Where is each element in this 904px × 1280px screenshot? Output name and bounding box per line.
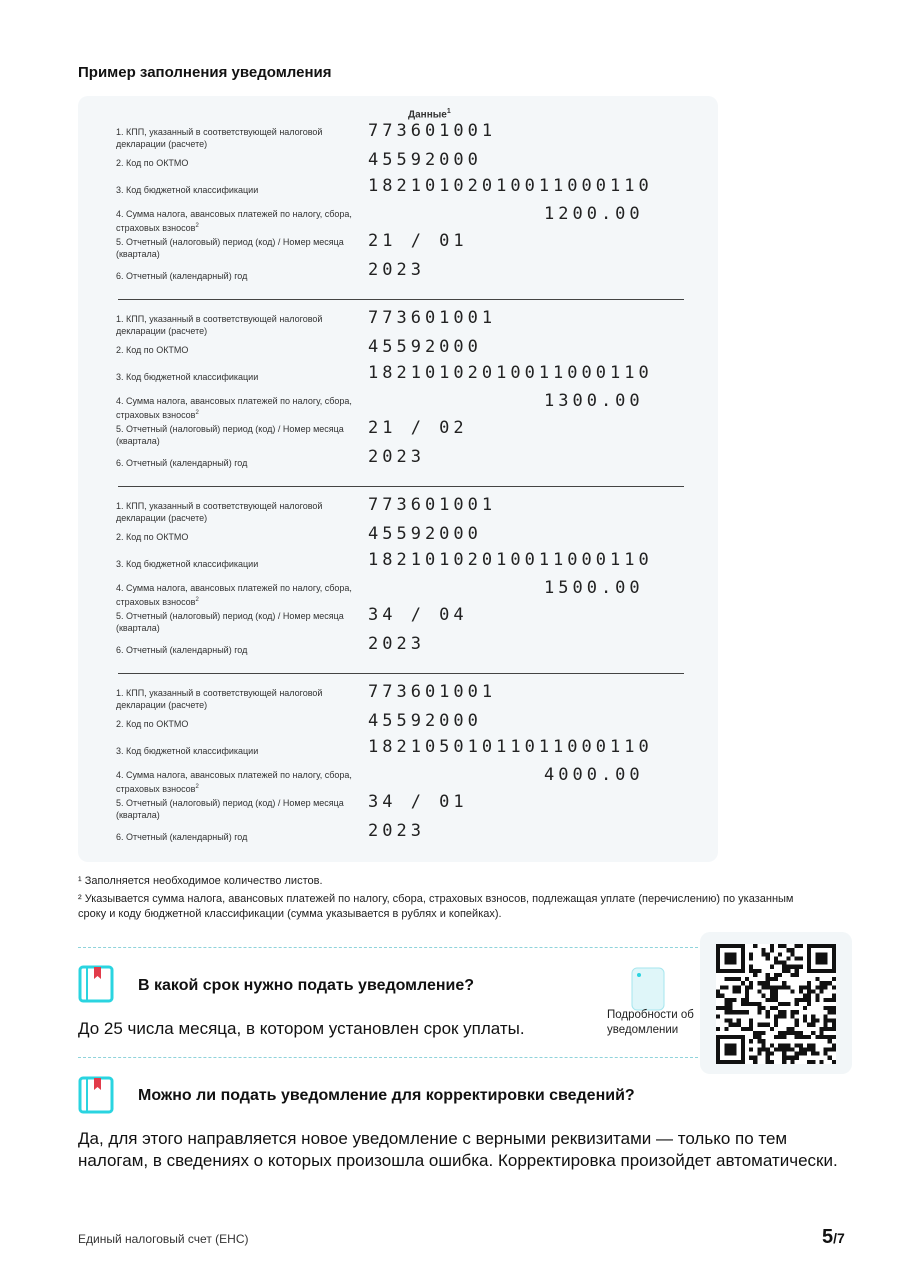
- field-label-text: 6. Отчетный (календарный) год: [116, 645, 248, 655]
- field-label: [116, 769, 358, 795]
- field-value-oktmo: 45592000: [368, 524, 482, 544]
- footnote-ref: 2: [195, 410, 199, 416]
- field-label-text: 2. Код по ОКТМО: [116, 719, 189, 729]
- field-value-year: 2023: [368, 260, 425, 280]
- field-label-text: 2. Код по ОКТМО: [116, 532, 189, 542]
- field-label: [116, 371, 358, 383]
- field-label-text: 4. Сумма налога, авансовых платежей по налогу, сбора, страховых взносов: [116, 770, 352, 794]
- field-label-text: 4. Сумма налога, авансовых платежей по налогу, сбора, страховых взносов: [116, 209, 352, 233]
- field-label: [116, 745, 358, 757]
- field-label: [116, 558, 358, 570]
- field-label: [116, 126, 358, 150]
- data-header-text: Данные: [408, 109, 447, 121]
- field-label: [116, 208, 358, 234]
- field-label-text: 5. Отчетный (налоговый) период (код) / Номер месяца (квартала): [116, 237, 344, 259]
- field-label-text: 1. КПП, указанный в соответствующей налоговой декларации (расчете): [116, 501, 323, 523]
- field-label: [116, 423, 358, 447]
- form-block: [78, 495, 718, 685]
- field-label: [116, 644, 358, 656]
- qr-code[interactable]: [716, 944, 836, 1064]
- field-value-kpp: 773601001: [368, 495, 497, 515]
- field-label-text: 2. Код по ОКТМО: [116, 345, 189, 355]
- field-label: [116, 457, 358, 469]
- field-value-kpp: 773601001: [368, 308, 497, 328]
- form-block: [78, 308, 718, 498]
- field-value-kbk: 18210102010011000110: [368, 176, 653, 196]
- section-answer-correction: Да, для этого направляется новое уведомление с верными реквизитами — только по тем налогам, в сведениях о которых произошла ошибка. Корректировка произойдет автоматически.: [78, 1129, 838, 1170]
- field-value-oktmo: 45592000: [368, 711, 482, 731]
- form-block: [78, 121, 718, 311]
- field-value-year: 2023: [368, 821, 425, 841]
- qr-card[interactable]: [700, 932, 852, 1074]
- field-label: [116, 797, 358, 821]
- field-label: [116, 236, 358, 260]
- field-label: [116, 270, 358, 282]
- field-value-oktmo: 45592000: [368, 337, 482, 357]
- field-label: [116, 500, 358, 524]
- field-label: [116, 582, 358, 608]
- block-divider: [118, 486, 684, 487]
- field-label-text: 3. Код бюджетной классификации: [116, 372, 259, 382]
- section-question-deadline: В какой срок нужно подать уведомление?: [138, 977, 475, 994]
- footnote-ref: 2: [195, 784, 199, 790]
- field-label: [116, 610, 358, 634]
- field-label-text: 5. Отчетный (налоговый) период (код) / Номер месяца (квартала): [116, 424, 344, 446]
- field-label: [116, 184, 358, 196]
- footnote-2: ² Указывается сумма налога, авансовых платежей по налогу, сбора, страховых взносов, подлежащая уплате (перечислению) по указанным сроку и коду бюджетной классификации (сумма указывается в рублях и копейках).: [78, 893, 794, 920]
- field-value-amount: 4000.00: [544, 765, 644, 785]
- field-label-text: 3. Код бюджетной классификации: [116, 559, 259, 569]
- section-question-correction: Можно ли подать уведомление для корректировки сведений?: [138, 1087, 635, 1104]
- field-label: [116, 344, 358, 356]
- block-divider: [118, 673, 684, 674]
- page-number: [822, 1226, 845, 1249]
- field-value-period: 34 / 01: [368, 792, 468, 812]
- footnote-ref: 2: [195, 597, 199, 603]
- field-label: [116, 831, 358, 843]
- field-value-amount: 1500.00: [544, 578, 644, 598]
- field-label-text: 6. Отчетный (календарный) год: [116, 271, 248, 281]
- footnote-1: ¹ Заполняется необходимое количество листов.: [78, 875, 323, 887]
- footer-title: Единый налоговый счет (ЕНС): [78, 1232, 249, 1246]
- field-label-text: 4. Сумма налога, авансовых платежей по налогу, сбора, страховых взносов: [116, 583, 352, 607]
- field-value-amount: 1300.00: [544, 391, 644, 411]
- field-label-text: 3. Код бюджетной классификации: [116, 185, 259, 195]
- data-column-header: [408, 108, 451, 120]
- form-block: [78, 682, 718, 872]
- field-label: [116, 313, 358, 337]
- page-current: 5: [822, 1226, 834, 1248]
- field-label-text: 1. КПП, указанный в соответствующей налоговой декларации (расчете): [116, 688, 323, 710]
- footnotes: [78, 874, 818, 925]
- page-total: /7: [833, 1230, 845, 1246]
- field-value-kpp: 773601001: [368, 121, 497, 141]
- field-label-text: 1. КПП, указанный в соответствующей налоговой декларации (расчете): [116, 127, 323, 149]
- field-value-kbk: 18210102010011000110: [368, 550, 653, 570]
- field-label-text: 5. Отчетный (налоговый) период (код) / Номер месяца (квартала): [116, 798, 344, 820]
- book-icon: [78, 1075, 114, 1115]
- field-label: [116, 687, 358, 711]
- field-value-period: 21 / 02: [368, 418, 468, 438]
- field-value-kbk: 18210501011011000110: [368, 737, 653, 757]
- footnote-ref: 1: [446, 108, 451, 115]
- field-label-text: 1. КПП, указанный в соответствующей налоговой декларации (расчете): [116, 314, 323, 336]
- block-divider: [118, 299, 684, 300]
- notification-form-example: [78, 96, 718, 862]
- page-title: Пример заполнения уведомления: [78, 64, 332, 81]
- field-label-text: 2. Код по ОКТМО: [116, 158, 189, 168]
- field-label: [116, 718, 358, 730]
- field-label: [116, 531, 358, 543]
- field-value-amount: 1200.00: [544, 204, 644, 224]
- qr-caption: Подробности об уведомлении: [607, 1009, 694, 1036]
- field-label: [116, 395, 358, 421]
- phone-icon: [629, 966, 667, 1012]
- field-label-text: 6. Отчетный (календарный) год: [116, 458, 248, 468]
- field-value-year: 2023: [368, 447, 425, 467]
- field-label-text: 3. Код бюджетной классификации: [116, 746, 259, 756]
- section-divider: [78, 1057, 698, 1058]
- field-label-text: 5. Отчетный (налоговый) период (код) / Номер месяца (квартала): [116, 611, 344, 633]
- book-icon: [78, 964, 114, 1004]
- section-answer-deadline: До 25 числа месяца, в котором установлен срок уплаты.: [78, 1019, 525, 1038]
- field-label-text: 4. Сумма налога, авансовых платежей по налогу, сбора, страховых взносов: [116, 396, 352, 420]
- field-value-period: 34 / 04: [368, 605, 468, 625]
- field-label-text: 6. Отчетный (календарный) год: [116, 832, 248, 842]
- field-value-period: 21 / 01: [368, 231, 468, 251]
- section-divider: [78, 947, 698, 948]
- footnote-ref: 2: [195, 223, 199, 229]
- field-value-kbk: 18210102010011000110: [368, 363, 653, 383]
- field-value-kpp: 773601001: [368, 682, 497, 702]
- field-value-oktmo: 45592000: [368, 150, 482, 170]
- field-value-year: 2023: [368, 634, 425, 654]
- field-label: [116, 157, 358, 169]
